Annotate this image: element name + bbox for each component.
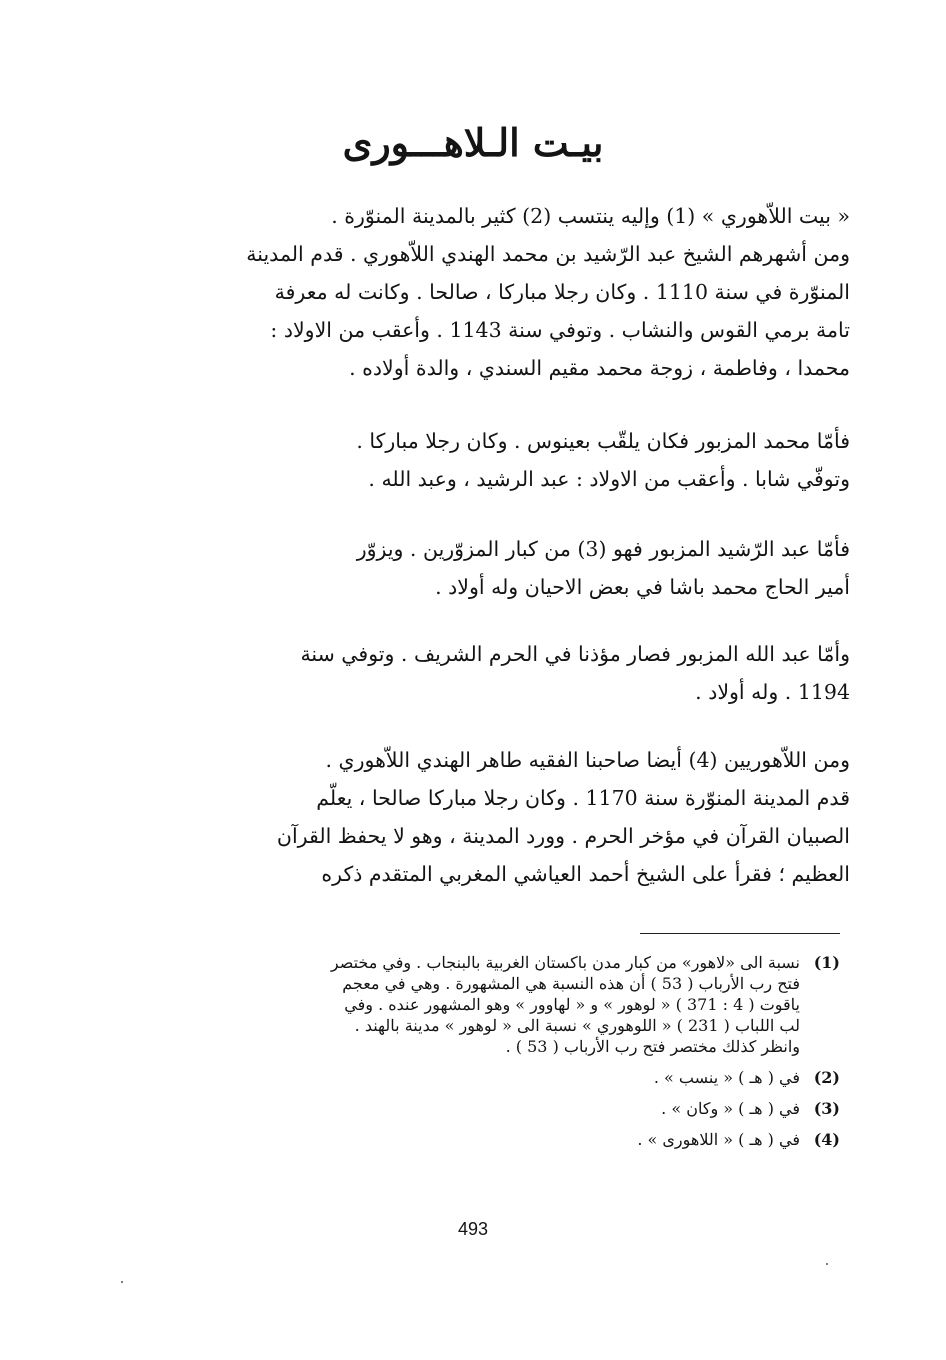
footnote-line: نسبة الى «لاهور» من كبار مدن باكستان الغربية بالبنجاب . وفي مختصر (330, 953, 800, 972)
footnote-text (175, 1067, 800, 1088)
paragraph-line: الصبيان القرآن في مؤخر الحرم . وورد المدينة ، وهو لا يحفظ القرآن (276, 824, 850, 848)
footnote-3 (175, 1098, 840, 1119)
paragraph-line: ومن أشهرهم الشيخ عبد الرّشيد بن محمد الهندي اللاّهوري . قدم المدينة (246, 242, 850, 266)
footnote-4 (175, 1129, 840, 1150)
paragraph-3 (160, 530, 850, 606)
paragraph-line: وأمّا عبد الله المزبور فصار مؤذنا في الحرم الشريف . وتوفي سنة (300, 642, 850, 666)
footnote-number: (2) (813, 1068, 840, 1087)
paragraph-5 (160, 741, 850, 893)
paragraph-line: 1194 . وله أولاد . (695, 680, 850, 704)
footnote-2 (175, 1067, 840, 1088)
footnotes (175, 952, 840, 1150)
paragraph-1 (160, 197, 850, 387)
footnote-line: لب اللباب ( 231 ) « اللوهوري » نسبة الى « لوهور » مدينة بالهند . (354, 1016, 800, 1035)
footnote-line: في ( هـ ) « ينسب » . (653, 1068, 800, 1087)
scan-speck (826, 1263, 828, 1265)
footnote-1 (175, 952, 840, 1057)
footnote-number: (3) (813, 1099, 840, 1118)
paragraph-line: وتوفّي شابا . وأعقب من الاولاد : عبد الرشيد ، وعبد الله . (368, 467, 850, 491)
paragraph-line: قدم المدينة المنوّرة سنة 1170 . وكان رجلا مباركا صالحا ، يعلّم (316, 786, 850, 810)
footnote-line: وانظر كذلك مختصر فتح رب الأرباب ( 53 ) . (505, 1037, 800, 1056)
footnote-line: في ( هـ ) « اللاهورى » . (637, 1130, 800, 1149)
footnote-number: (4) (813, 1130, 840, 1149)
page-number: 493 (457, 1219, 489, 1239)
paragraph-line: ومن اللاّهوريين (4) أيضا صاحبنا الفقيه طاهر الهندي اللاّهوري . (325, 748, 850, 772)
footnote-text (175, 1098, 800, 1119)
paragraph-line: العظيم ؛ فقرأ على الشيخ أحمد العياشي المغربي المتقدم ذكره (321, 862, 850, 886)
paragraph-line: أمير الحاج محمد باشا في بعض الاحيان وله أولاد . (435, 575, 850, 599)
footnote-text (175, 1129, 800, 1150)
paragraph-line: « بيت اللاّهوري » (1) وإليه ينتسب (2) كثير بالمدينة المنوّرة . (331, 204, 850, 228)
paragraph-line: فأمّا محمد المزبور فكان يلقّب بعينوس . وكان رجلا مباركا . (356, 429, 850, 453)
paragraph-line: المنوّرة في سنة 1110 . وكان رجلا مباركا ، صالحا . وكانت له معرفة (274, 280, 850, 304)
footnote-number: (1) (813, 953, 840, 972)
footnote-line: ياقوت ( 4 : 371 ) « لوهور » و « لهاوور » وهو المشهور عنده . وفي (344, 995, 800, 1014)
footnote-line: في ( هـ ) « وكان » . (661, 1099, 800, 1118)
paragraph-line: تامة برمي القوس والنشاب . وتوفي سنة 1143 . وأعقب من الاولاد : (270, 318, 850, 342)
paragraph-line: محمدا ، وفاطمة ، زوجة محمد مقيم السندي ، والدة أولاده . (349, 356, 850, 380)
paragraph-4 (160, 635, 850, 711)
page-title: بيـت الـلاهـــورى (342, 120, 604, 165)
scan-speck (121, 1281, 123, 1283)
footnote-line: فتح رب الأرباب ( 53 ) أن هذه النسبة هي المشهورة . وهي في معجم (342, 974, 800, 993)
paragraph-2 (160, 422, 850, 498)
paragraph-line: فأمّا عبد الرّشيد المزبور فهو (3) من كبار المزوّرين . ويزوّر (356, 537, 850, 561)
footnote-text (175, 952, 800, 1057)
footnote-divider (640, 933, 840, 934)
